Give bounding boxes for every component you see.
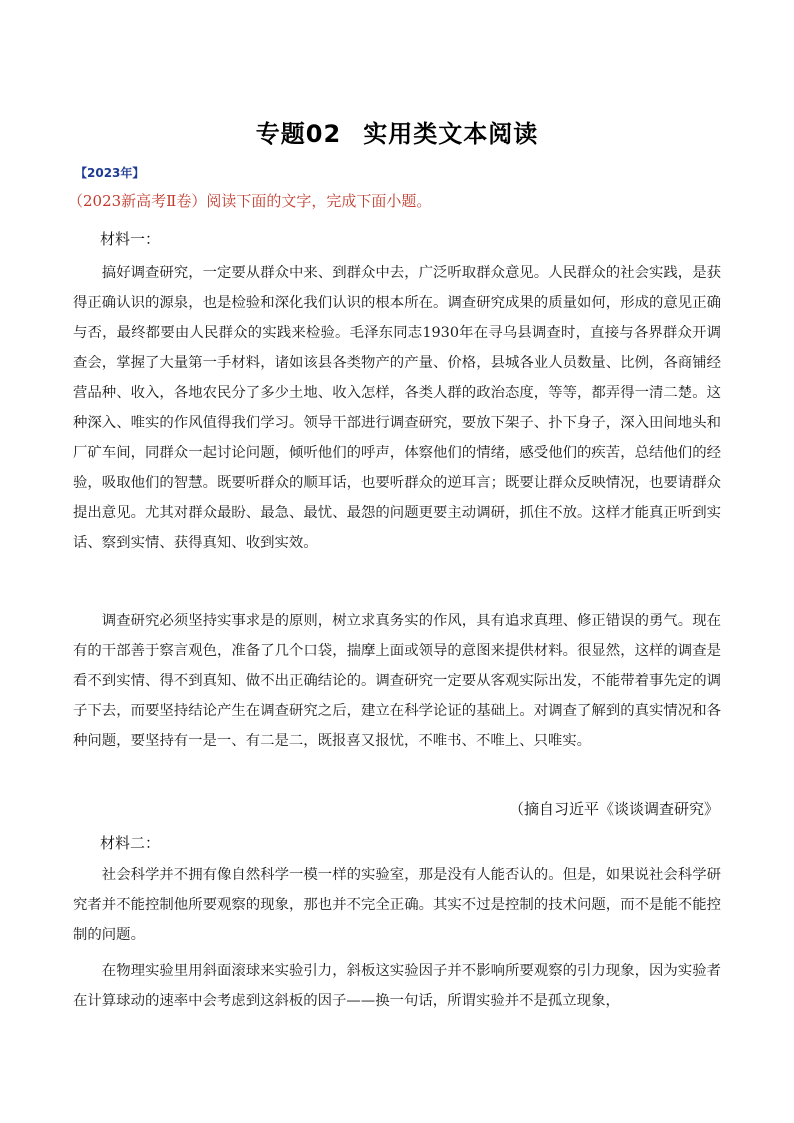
title-topic-number: 专题02 [255, 120, 342, 148]
question-prompt: （2023新高考Ⅱ卷）阅读下面的文字，完成下面小题。 [68, 192, 432, 210]
material-one-paragraph-1: 搞好调查研究，一定要从群众中来、到群众中去，广泛听取群众意见。人民群众的社会实践，是获得正确认识的源泉，也是检验和深化我们认识的根本所在。调查研究成果的质量如何，形成的意见正确与否，最终都要由人民群众的实践来检验。毛泽东同志1930年在寻乌县调查时，直接与各界群众开调查会，掌握了大量第一手材料，诸如该县各类物产的产量、价格，县城各业人员数量、比例，各商铺经营品种、收入，各地农民分了多少土地、收入怎样，各类人群的政治态度，等等，都弄得一清二楚。这种深入、唯实的作风值得我们学习。领导干部进行调查研究，要放下架子、扑下身子，深入田间地头和厂矿车间，同群众一起讨论问题，倾听他们的呼声，体察他们的情绪，感受他们的疾苦，总结他们的经验，吸取他们的智慧。既要听群众的顺耳话，也要听群众的逆耳言；既要让群众反映情况，也要请群众提出意见。尤其对群众最盼、最急、最忧、最怨的问题更要主动调研，抓住不放。这样才能真正听到实话、察到实情、获得真知、收到实效。 [73, 265, 721, 551]
source-citation: （摘自习近平《谈谈调查研究》 [508, 800, 719, 818]
title-topic-name: 实用类文本阅读 [363, 120, 539, 148]
material-two-label: 材料二： [100, 834, 161, 852]
material-one-label: 材料一： [100, 230, 161, 248]
page-title [0, 114, 794, 149]
year-tag: 【2023年】 [75, 166, 145, 180]
material-one-paragraph-2: 调查研究必须坚持实事求是的原则，树立求真务实的作风，具有追求真理、修正错误的勇气。现在有的干部善于察言观色，准备了几个口袋，揣摩上面或领导的意图来提供材料。很显然，这样的调查是看不到实情、得不到真知、做不出正确结论的。调查研究一定要从客观实际出发，不能带着事先定的调子下去，而要坚持结论产生在调查研究之后，建立在科学论证的基础上。对调查了解到的真实情况和各种问题，要坚持有一是一、有二是二，既报喜又报忧，不唯书、不唯上、只唯实。 [73, 613, 721, 749]
material-two-paragraph-1: 社会科学并不拥有像自然科学一模一样的实验室，那是没有人能否认的。但是，如果说社会科学研究者并不能控制他所要观察的现象，那也并不完全正确。其实不过是控制的技术问题，而不是能不能控制的问题。 [73, 867, 721, 943]
material-two-paragraph-2: 在物理实验里用斜面滚球来实验引力，斜板这实验因子并不影响所要观察的引力现象，因为实验者在计算球动的速率中会考虑到这斜板的因子——换一句话，所谓实验并不是孤立现象， [73, 963, 721, 1009]
